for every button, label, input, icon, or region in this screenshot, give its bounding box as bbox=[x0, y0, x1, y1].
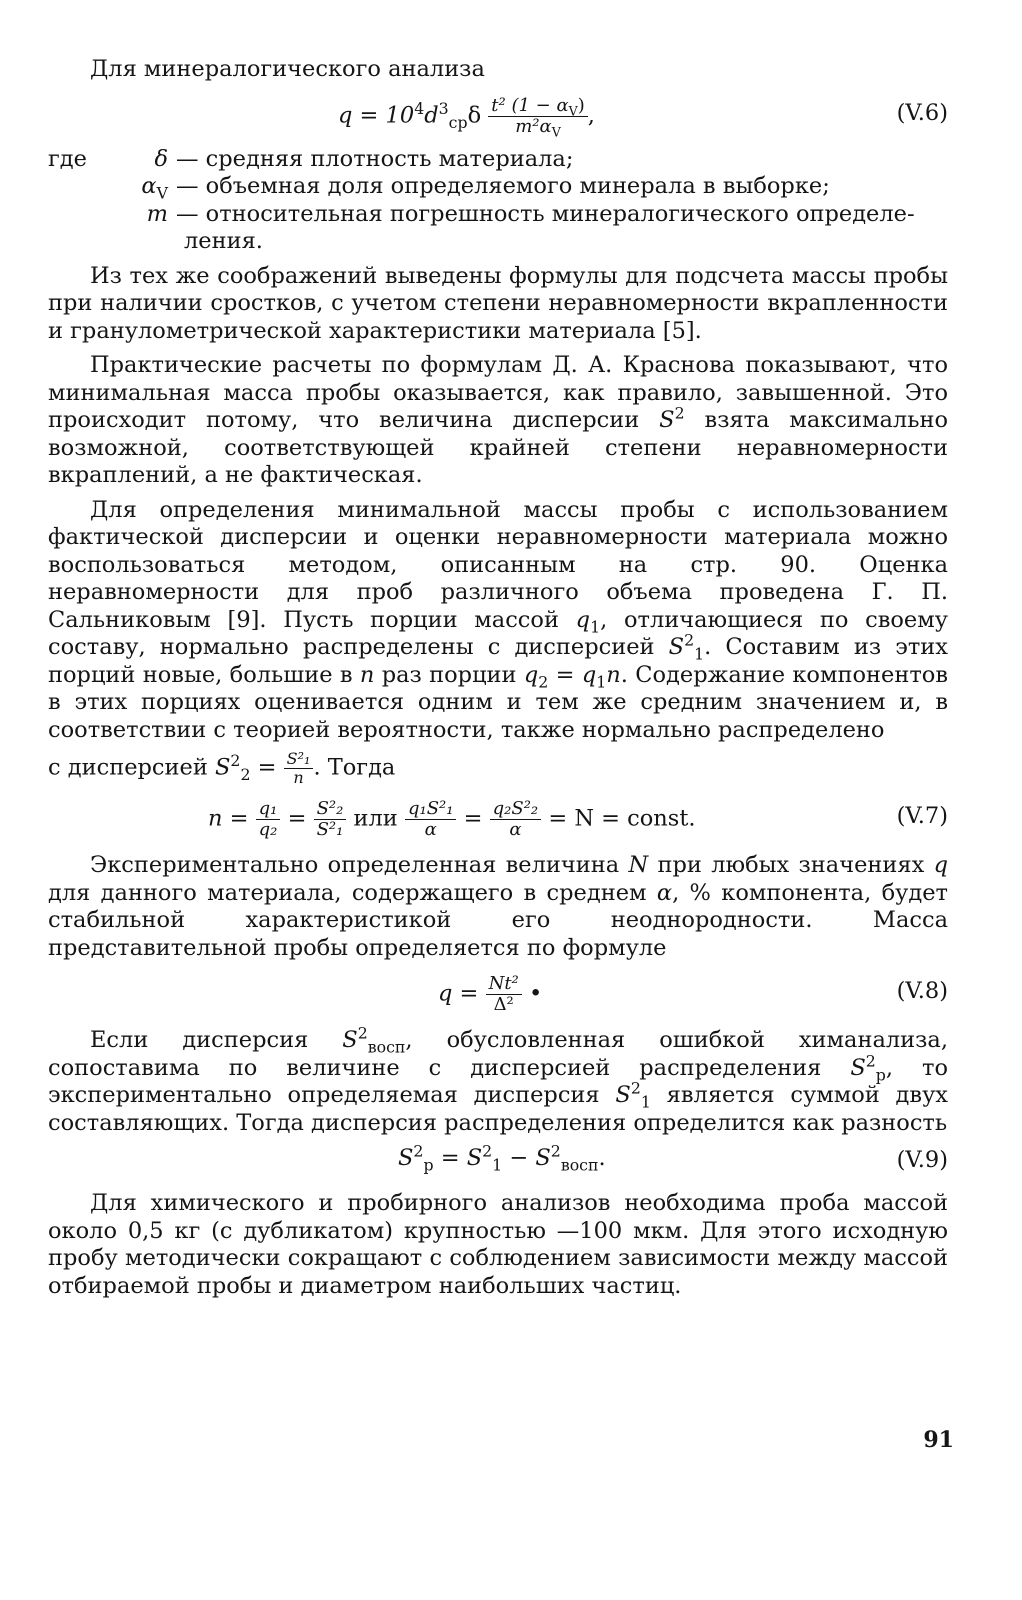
equation-v6-fraction: $\frac{t^2 (1 - \alpha_V)}{m^2\alpha_V}$ bbox=[488, 96, 587, 137]
paragraph-stable-characteristic: Экспериментально определенная величина N при любых значениях q для данного материала, содержащего в среднем α, % компонента, будет стабильной характеристикой его неоднородности. Масса представительной пробы определяется по формуле bbox=[48, 852, 948, 961]
equation-v9-number: (V.9) bbox=[896, 1147, 948, 1173]
paragraph-krasnov: Практические расчеты по формулам Д. А. Краснова показывают, что минимальная масса пробы оказывается, как правило, завышенной. Это происходит потому, что величина дисперсии $S^2$ взята максимально возможной, соответствующей крайней степени неравномерности вкраплений, а не фактическая. bbox=[48, 352, 948, 488]
paragraph-salnikov: Для определения минимальной массы пробы с использованием фактической дисперсии и оценки неравномерности материала можно воспользоваться методом, описанным на стр. 90. Оценка неравномерности для проб различного объема проведена Г. П. Сальниковым [9]. Пусть порции массой $q_1$, отличающиеся по своему составу, нормально распределены с дисперсией $S^2_1$. Составим из этих порций новые, большие в n раз порции $q_2 = q_1n$. Содержание компонентов в этих порциях оценивается одним и тем же средним значением и, в соответствии с теорией вероятности, также нормально распределено bbox=[48, 496, 948, 743]
definition-delta: где δ — средняя плотность материала; bbox=[48, 145, 574, 172]
paragraph-chemical-assay: Для химического и пробирного анализов необходима проба массой около 0,5 кг (с дубликатом) крупностью —100 мкм. Для этого исходную пробу методически сокращают с соблюдением зависимости между массой отбираемой пробы и диаметром наибольших частиц. bbox=[48, 1190, 948, 1299]
intro-line: Для минералогического анализа bbox=[90, 56, 485, 82]
equation-v9 bbox=[48, 1141, 948, 1183]
equation-v6-number: (V.6) bbox=[896, 99, 948, 126]
equation-v6 bbox=[48, 88, 948, 142]
definitions-list bbox=[48, 146, 948, 256]
equation-v7 bbox=[48, 791, 948, 845]
equation-v8-body: q = $\frac{\text{Nt²}}{\text{Δ²}}$ • bbox=[438, 973, 543, 1015]
equation-v9-body: $S^2_р = S^2_1 - S^2_{восп}$. bbox=[398, 1141, 606, 1175]
equation-v6-body: $q = 10^4d^3_{ср}\delta$ $\frac{t^2 (1 - \alpha_V)}{m^2\alpha_V}$ , bbox=[338, 94, 595, 140]
equation-v8-number: (V.8) bbox=[896, 978, 948, 1004]
definition-m-continuation: ления. bbox=[184, 228, 263, 254]
definition-alpha-v: $\alpha_V$ — объемная доля определяемого минерала в выборке; bbox=[141, 173, 830, 203]
definition-m: m — относительная погрешность минералогического определе- bbox=[146, 200, 915, 227]
paragraph-intergrowths: Из тех же соображений выведены формулы для подсчета массы пробы при наличии сростков, с учетом степени неравномерности вкрапленности и гранулометрической характеристики материала [5]. bbox=[48, 262, 948, 344]
equation-v8 bbox=[48, 966, 948, 1020]
paragraph-dispersion-difference: Если дисперсия $S^2_{восп}$, обусловленная ошибкой химанализа, сопоставима по величине с дисперсией распределения $S^2_р$, то экспериментально определяемая дисперсия $S^2_1$ является суммой двух составляющих. Тогда дисперсия распределения определится как разность bbox=[48, 1023, 948, 1136]
document-page bbox=[48, 56, 948, 1300]
page-number: 91 bbox=[923, 1427, 954, 1453]
paragraph-salnikov-tail: с дисперсией $S^2_2$ = $\frac{\text{S²₁}}{n}$ . Тогда bbox=[48, 749, 396, 787]
equation-v7-body: n = $\frac{\text{q₁}}{\text{q₂}}$ = $\frac{\text{S²₂}}{\text{S²₁}}$ или $\frac{\text{q₁S²₁}}{\alpha}$ = $\frac{\text{q₂S²₂}}{\alpha}$ = N = const. bbox=[208, 798, 696, 840]
equation-v7-number: (V.7) bbox=[896, 803, 948, 829]
